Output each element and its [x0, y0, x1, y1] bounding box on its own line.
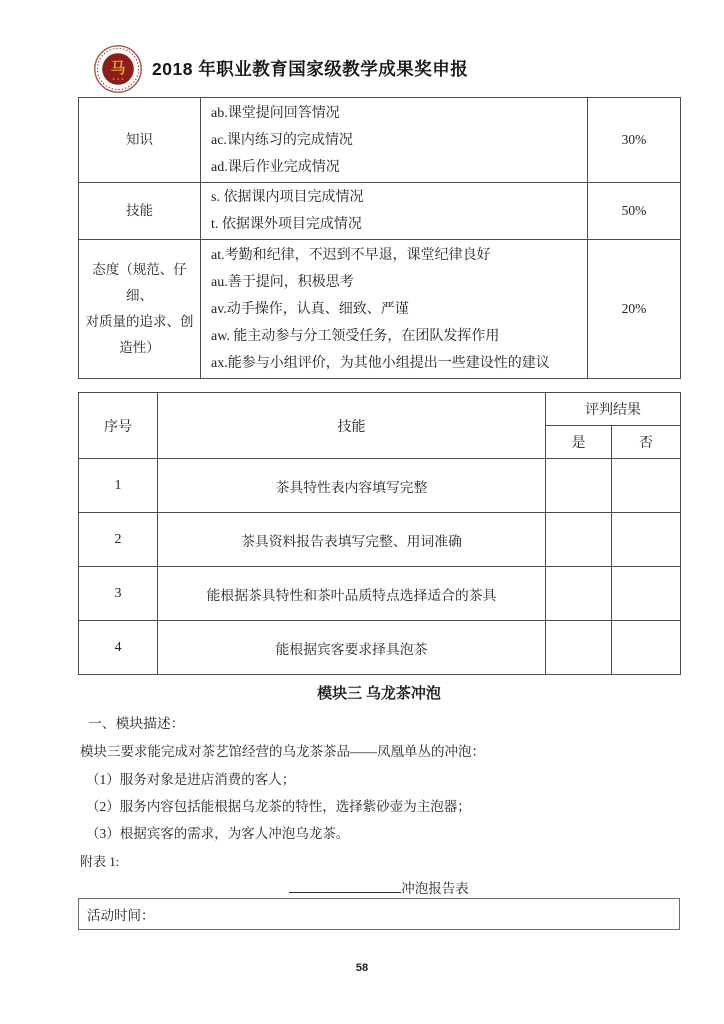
table-header-row	[79, 393, 681, 426]
skill-cell: 茶具资料报告表填写完整、用词准确	[158, 513, 546, 567]
category-line: 造性）	[119, 340, 160, 355]
criteria-item: s. 依据课内项目完成情况	[211, 190, 364, 205]
table-row	[79, 567, 681, 621]
criteria-category-cell	[79, 183, 201, 240]
table-row	[79, 899, 680, 930]
activity-time-cell: 活动时间：	[79, 899, 680, 930]
criteria-items-cell	[201, 240, 588, 379]
criteria-item: ax.能参与小组评价，为其他小组提出一些建设性的建议	[211, 355, 550, 371]
weight-cell: 30%	[588, 98, 681, 183]
activity-table	[78, 898, 680, 930]
criteria-item: ab.课堂提问回答情况	[211, 105, 340, 121]
result-no-cell	[612, 459, 681, 513]
table-row	[79, 513, 681, 567]
skill-cell: 能根据茶具特性和茶叶品质特点选择适合的茶具	[158, 567, 546, 621]
report-title: 冲泡报告表	[401, 881, 469, 896]
blank-fill-underline	[289, 878, 401, 893]
index-cell: 4	[79, 621, 158, 675]
criteria-item: t. 依据课外项目完成情况	[211, 217, 362, 232]
result-yes-cell	[546, 567, 612, 621]
criteria-items-cell	[201, 98, 588, 183]
module-title: 模块三 乌龙茶冲泡	[317, 686, 441, 702]
header-no-cell: 否	[612, 426, 681, 459]
module-desc-intro: 模块三要求能完成对茶艺馆经营的乌龙茶茶品——凤凰单丛的冲泡：	[80, 744, 485, 759]
skills-judge-table	[78, 392, 681, 675]
table-row	[79, 183, 681, 240]
criteria-items-cell	[201, 183, 588, 240]
skill-cell: 能根据宾客要求择具泡茶	[158, 621, 546, 675]
index-cell: 3	[79, 567, 158, 621]
weight-cell: 20%	[588, 240, 681, 379]
header-yes-cell: 是	[546, 426, 612, 459]
module-desc-item: （1）服务对象是进店消费的客人；	[86, 772, 296, 787]
criteria-category-cell	[79, 98, 201, 183]
header-result-cell: 评判结果	[546, 393, 681, 426]
result-yes-cell	[546, 513, 612, 567]
result-no-cell	[612, 567, 681, 621]
category-line: 态度（规范、仔细、	[92, 262, 187, 303]
criteria-item: au.善于提问，积极思考	[211, 274, 354, 290]
category-line: 技能	[126, 203, 153, 218]
skill-cell: 茶具特性表内容填写完整	[158, 459, 546, 513]
table-row	[79, 240, 681, 379]
criteria-item: at.考勤和纪律，不迟到不早退，课堂纪律良好	[211, 247, 491, 263]
svg-text:✦ ✦ ✦: ✦ ✦ ✦	[111, 76, 125, 82]
result-yes-cell	[546, 459, 612, 513]
index-cell: 2	[79, 513, 158, 567]
criteria-category-cell	[79, 240, 201, 379]
header-skill-cell: 技能	[158, 393, 546, 459]
school-seal-logo	[93, 44, 143, 94]
criteria-item: ad.课后作业完成情况	[211, 159, 340, 175]
horse-icon: 马	[110, 61, 126, 77]
table-row	[79, 621, 681, 675]
header-index-cell: 序号	[79, 393, 158, 459]
index-cell: 1	[79, 459, 158, 513]
result-no-cell	[612, 621, 681, 675]
result-no-cell	[612, 513, 681, 567]
page-title: 2018 年职业教育国家级教学成果奖申报	[152, 59, 469, 79]
weight-cell: 50%	[588, 183, 681, 240]
assessment-table	[78, 97, 681, 379]
category-line: 对质量的追求、创	[85, 314, 194, 329]
page-number: 58	[355, 962, 369, 974]
table-row	[79, 459, 681, 513]
module-section	[78, 682, 680, 903]
criteria-item: aw. 能主动参与分工领受任务，在团队发挥作用	[211, 328, 500, 344]
criteria-item: av.动手操作，认真、细致、严谨	[211, 301, 409, 317]
category-line: 知识	[126, 132, 153, 147]
criteria-item: ac.课内练习的完成情况	[211, 132, 353, 148]
appendix-label: 附表 1:	[80, 854, 120, 869]
module-desc-item: （2）服务内容包括能根据乌龙茶的特性，选择紫砂壶为主泡器；	[86, 799, 471, 814]
result-yes-cell	[546, 621, 612, 675]
table-row	[79, 98, 681, 183]
module-desc-item: （3）根据宾客的需求，为客人冲泡乌龙茶。	[86, 826, 350, 841]
module-desc-heading: 一、模块描述：	[88, 716, 185, 731]
